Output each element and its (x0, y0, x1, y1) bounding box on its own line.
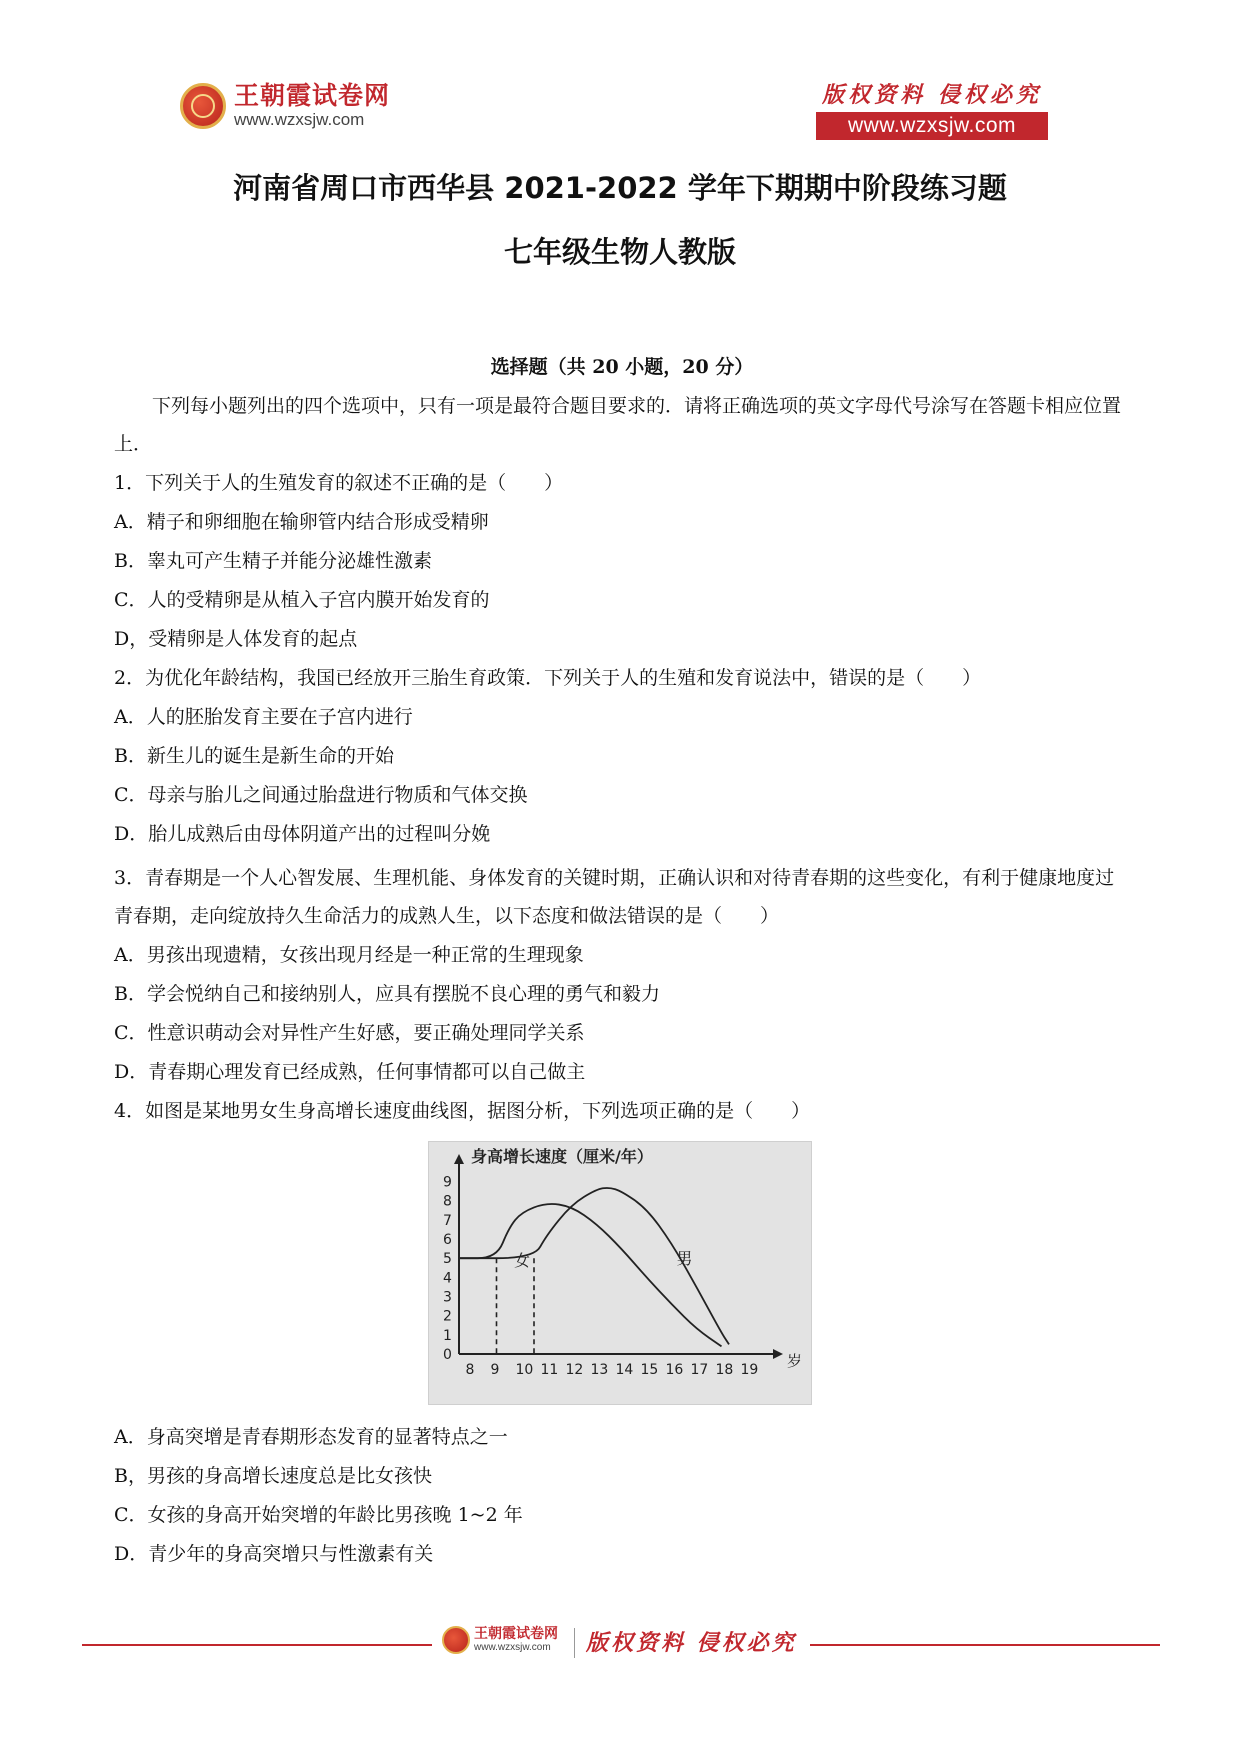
chart-title: 身高增长速度（厘米/年） (471, 1147, 653, 1166)
x-tick-label: 18 (715, 1362, 734, 1378)
copyright-url[interactable]: www.wzxsjw.com (816, 112, 1048, 140)
exam-subtitle: 七年级生物人教版 (503, 235, 736, 269)
x-tick-label: 15 (640, 1362, 659, 1378)
logo-url[interactable]: www.wzxsjw.com (234, 110, 365, 129)
option-c: C．母亲与胎儿之间通过胎盘进行物质和气体交换 (114, 784, 528, 806)
footer-logo-url[interactable]: www.wzxsjw.com (474, 1642, 551, 1653)
x-tick-label: 10 (515, 1362, 534, 1378)
footer-rule (810, 1644, 1160, 1646)
series-label: 男 (676, 1248, 693, 1268)
option-d: D，受精卵是人体发育的起点 (114, 628, 358, 650)
x-tick-label: 11 (540, 1362, 559, 1378)
footer-logo[interactable] (442, 1626, 558, 1654)
footer-rule (82, 1644, 432, 1646)
x-tick-label: 12 (565, 1362, 584, 1378)
option-b: B，男孩的身高增长速度总是比女孩快 (114, 1465, 432, 1487)
page-header (0, 0, 1240, 150)
y-tick-label: 9 (443, 1174, 452, 1191)
question-stem: 3．青春期是一个人心智发展、生理机能、身体发育的关键时期，正确认识和对待青春期的这些变化，有利于健康地度过青春期，走向绽放持久生命活力的成熟人生，以下态度和做法错误的是（ ） (114, 867, 1115, 927)
y-axis-arrow (454, 1154, 464, 1164)
footer-divider (574, 1628, 575, 1658)
option-d: D．青少年的身高突增只与性激素有关 (114, 1543, 434, 1565)
exam-title: 河南省周口市西华县 2021-2022 学年下期期中阶段练习题 (233, 171, 1007, 205)
seal-icon (442, 1626, 470, 1654)
y-tick-label: 0 (443, 1347, 452, 1363)
y-tick-label: 7 (443, 1212, 452, 1229)
copyright-stamp (816, 80, 1048, 140)
question-stem: 4．如图是某地男女生身高增长速度曲线图，据图分析，下列选项正确的是（ ） (114, 1100, 811, 1122)
y-tick-label: 1 (443, 1327, 452, 1344)
exam-content (114, 353, 1130, 1579)
y-tick-label: 6 (443, 1232, 452, 1249)
x-tick-label: 8 (465, 1362, 475, 1378)
section-instructions: 下列每小题列出的四个选项中，只有一项是最符合题目要求的．请将正确选项的英文字母代号涂写在答题卡相应位置上． (114, 395, 1122, 455)
logo-text (234, 82, 390, 130)
question-1 (114, 469, 1130, 653)
x-tick-label: 16 (665, 1362, 684, 1378)
question-stem: 1．下列关于人的生殖发育的叙述不正确的是（ ） (114, 472, 564, 494)
x-tick-label: 19 (740, 1362, 759, 1378)
option-a: A．身高突增是青春期形态发育的显著特点之一 (114, 1426, 508, 1448)
x-axis-label: 岁 (787, 1352, 803, 1370)
x-tick-label: 9 (490, 1362, 500, 1378)
option-c: C．女孩的身高开始突增的年龄比男孩晚 1~2 年 (114, 1504, 523, 1526)
chart-svg (429, 1142, 812, 1405)
option-b: B．学会悦纳自己和接纳别人，应具有摆脱不良心理的勇气和毅力 (114, 983, 660, 1005)
series-label: 女 (514, 1250, 531, 1270)
height-growth-chart (428, 1141, 812, 1405)
section-heading: 选择题（共 20 小题，20 分） (490, 356, 754, 378)
logo-name: 王朝霞试卷网 (234, 81, 391, 110)
site-logo[interactable] (180, 82, 390, 130)
option-c: C．性意识萌动会对异性产生好感，要正确处理同学关系 (114, 1022, 585, 1044)
copyright-text: 版权资料 侵权必究 (822, 82, 1042, 108)
option-c: C．人的受精卵是从植入子宫内膜开始发育的 (114, 589, 490, 611)
x-tick-label: 17 (690, 1362, 709, 1378)
x-tick-label: 14 (615, 1362, 634, 1378)
x-tick-label: 13 (590, 1362, 609, 1378)
footer-logo-name: 王朝霞试卷网 (474, 1626, 558, 1642)
option-a: A．男孩出现遗精，女孩出现月经是一种正常的生理现象 (114, 944, 584, 966)
question-4 (114, 1097, 1130, 1568)
option-d: D．青春期心理发育已经成熟，任何事情都可以自己做主 (114, 1061, 586, 1083)
series-line-female (459, 1204, 722, 1346)
y-tick-label: 8 (443, 1193, 452, 1210)
x-axis-arrow (773, 1349, 783, 1359)
y-tick-label: 5 (443, 1251, 452, 1268)
option-d: D．胎儿成熟后由母体阴道产出的过程叫分娩 (114, 823, 491, 845)
y-tick-label: 3 (443, 1289, 452, 1306)
page-footer (0, 1618, 1240, 1668)
question-stem: 2．为优化年龄结构，我国已经放开三胎生育政策．下列关于人的生殖和发育说法中，错误的是（ ） (114, 667, 982, 689)
seal-icon (180, 83, 226, 129)
y-tick-label: 4 (443, 1270, 452, 1287)
question-3 (114, 859, 1130, 1086)
option-a: A．人的胚胎发育主要在子宫内进行 (114, 706, 413, 728)
option-b: B．新生儿的诞生是新生命的开始 (114, 745, 394, 767)
option-a: A．精子和卵细胞在输卵管内结合形成受精卵 (114, 511, 489, 533)
question-2 (114, 664, 1130, 848)
option-b: B．睾丸可产生精子并能分泌雄性激素 (114, 550, 432, 572)
y-tick-label: 2 (443, 1308, 452, 1325)
footer-copyright: 版权资料 侵权必究 (586, 1630, 797, 1656)
